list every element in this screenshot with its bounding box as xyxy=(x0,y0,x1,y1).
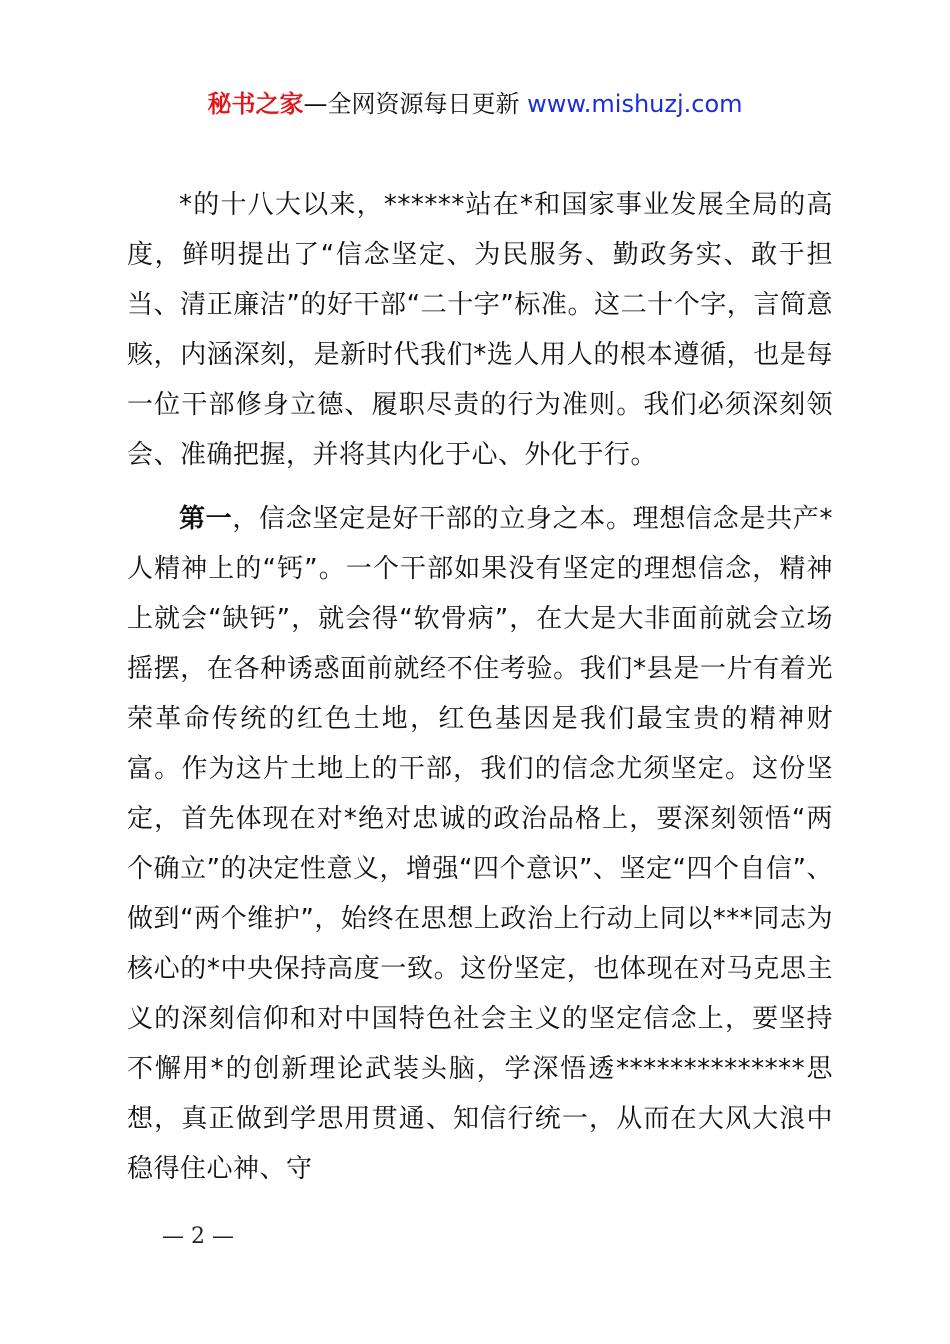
page-header xyxy=(0,88,950,120)
paragraph-2 xyxy=(127,494,833,1194)
header-brand: 秘书之家 xyxy=(207,90,304,118)
paragraph-2-text: ，信念坚定是好干部的立身之本。理想信念是共产*人精神上的“钙”。一个干部如果没有坚定的理想信念，精神上就会“缺钙”，就会得“软骨病”，在大是大非面前就会立场摇摆，在各种诱惑面前就经不住考验。我们*县是一片有着光荣革命传统的红色土地，红色基因是我们最宝贵的精神财富。作为这片土地上的干部，我们的信念尤须坚定。这份坚定，首先体现在对*绝对忠诚的政治品格上，要深刻领悟“两个确立”的决定性意义，增强“四个意识”、坚定“四个自信”、做到“两个维护”，始终在思想上政治上行动上同以***同志为核心的*中央保持高度一致。这份坚定，也体现在对马克思主义的深刻信仰和对中国特色社会主义的坚定信念上，要坚持不懈用*的创新理论武装头脑，学深悟透**************思想，真正做到学思用贯通、知信行统一，从而在大风大浪中稳得住心神、守 xyxy=(127,504,833,1184)
document-body xyxy=(127,180,833,1194)
paragraph-1 xyxy=(127,180,833,480)
paragraph-2-lead: 第一 xyxy=(179,504,233,534)
header-url-link[interactable]: www.mishuzj.com xyxy=(527,90,743,118)
header-slogan: —全网资源每日更新 xyxy=(303,90,528,118)
paragraph-1-text: *的十八大以来，******站在*和国家事业发展全局的高度，鲜明提出了“信念坚定、为民服务、勤政务实、敢于担当、清正廉洁”的好干部“二十字”标准。这二十个字，言简意赅，内涵深刻，是新时代我们*选人用人的根本遵循，也是每一位干部修身立德、履职尽责的行为准则。我们必须深刻领会、准确把握，并将其内化于心、外化于行。 xyxy=(127,190,833,470)
page-number: — 2 — xyxy=(162,1224,234,1249)
